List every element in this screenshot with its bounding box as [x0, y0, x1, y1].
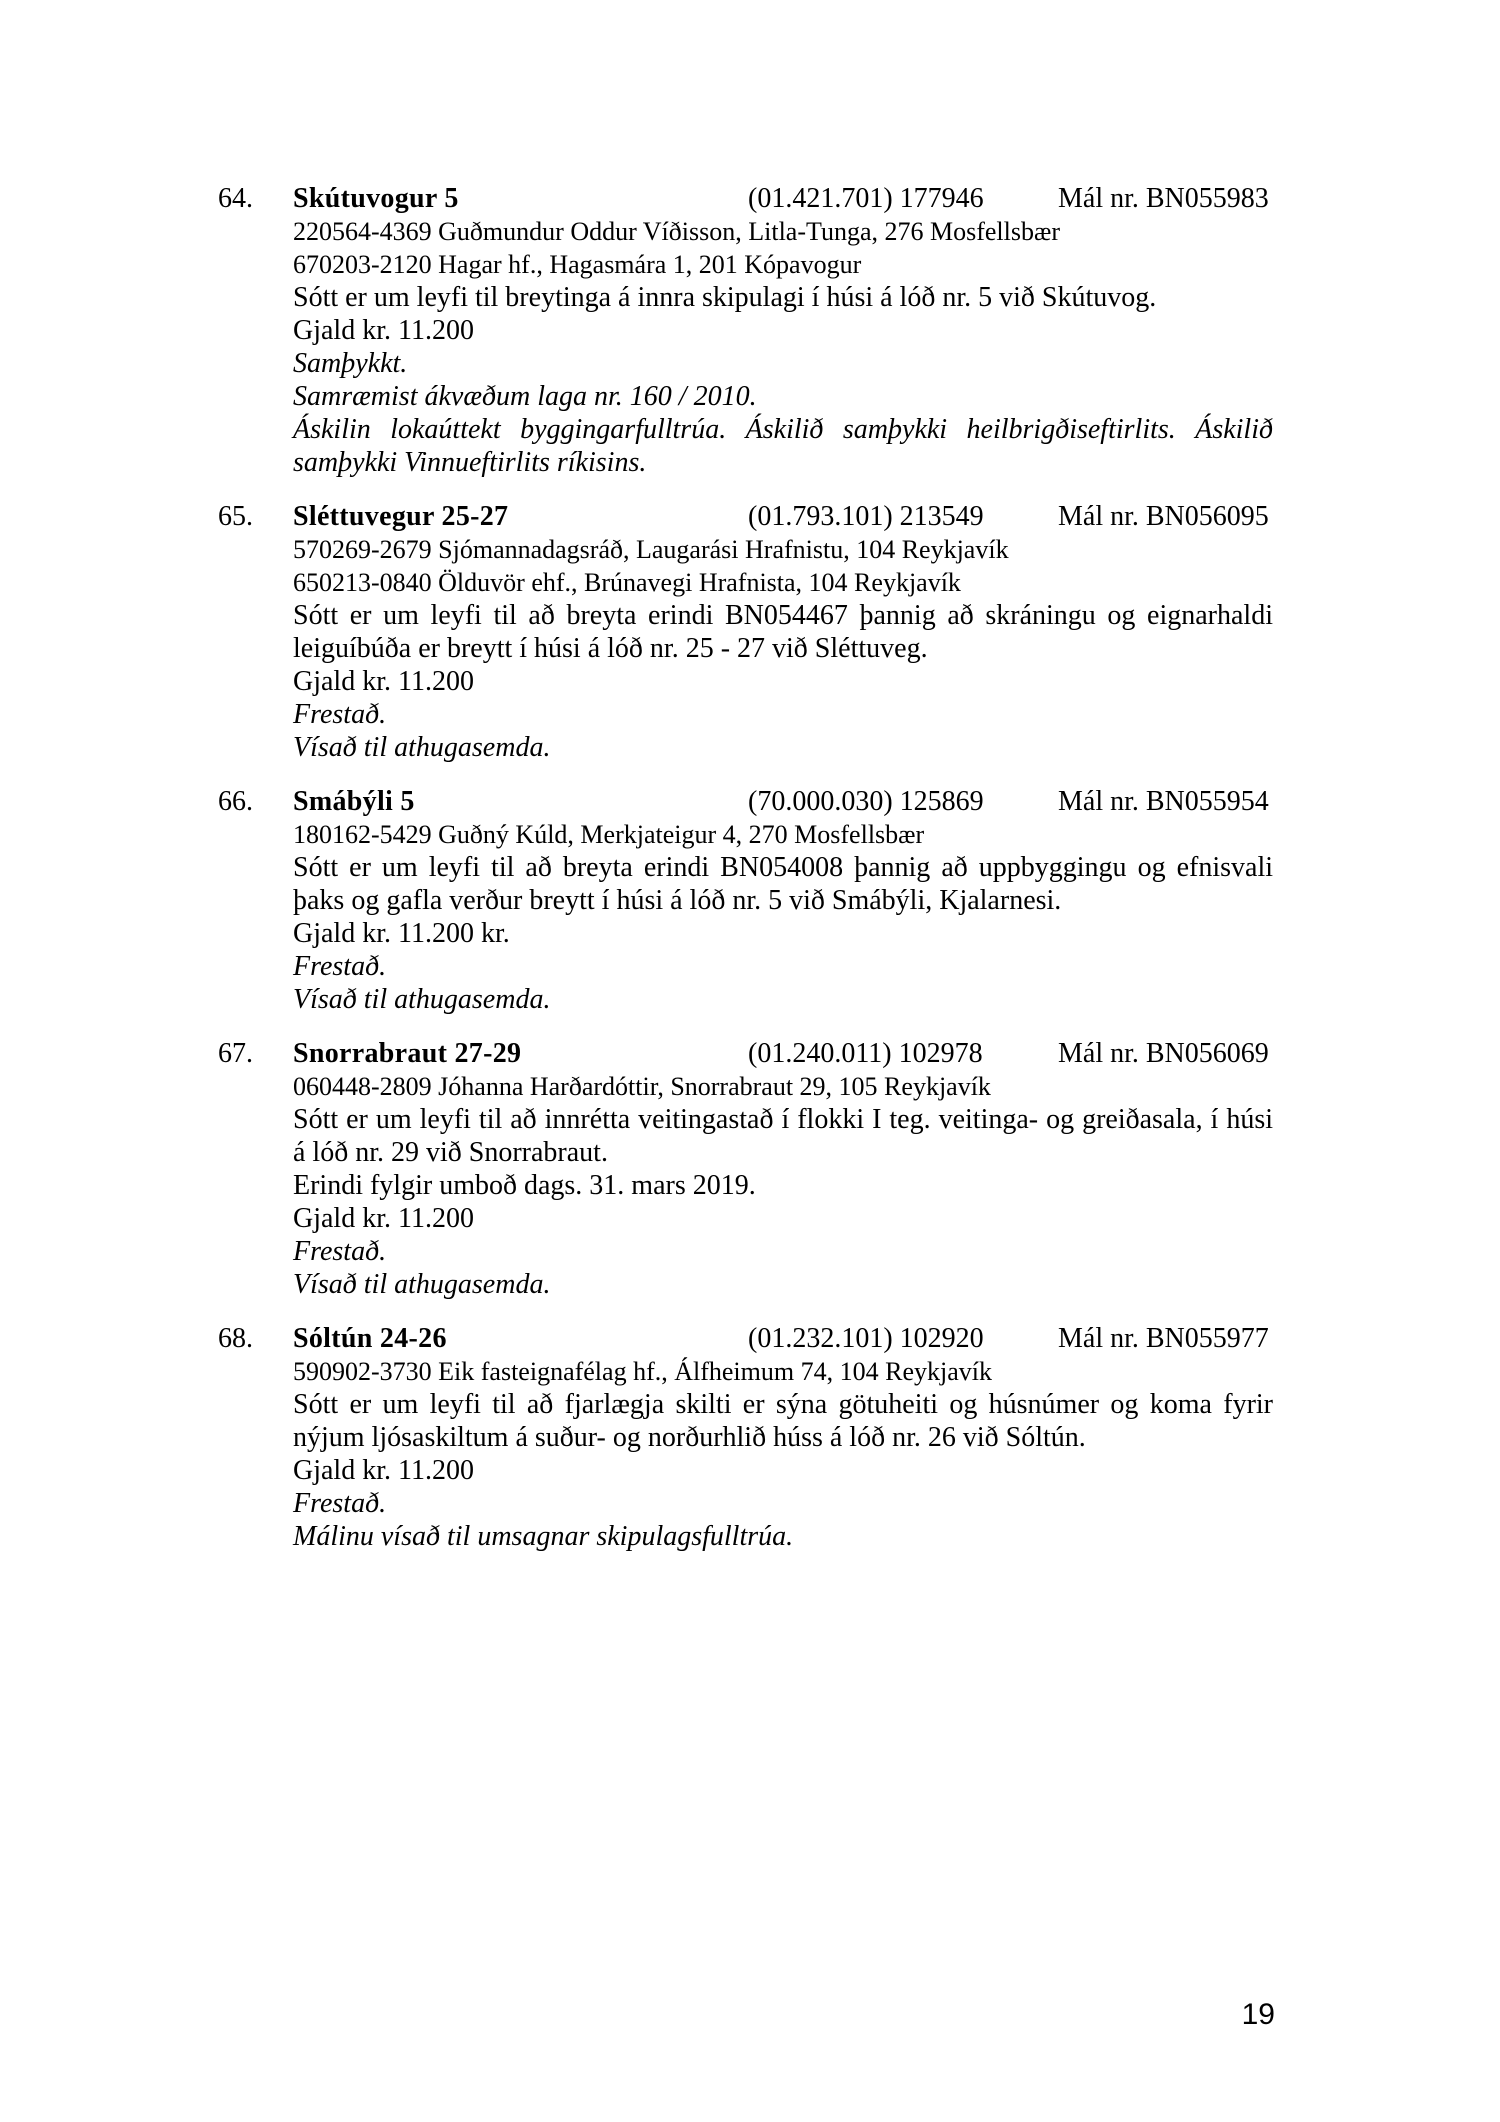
- item-reference: (70.000.030) 125869: [748, 786, 984, 817]
- paragraph: Frestað.: [293, 699, 387, 730]
- case-item: [218, 785, 1273, 1016]
- address-lines: [293, 215, 1273, 281]
- item-title: Sóltún 24-26: [293, 1323, 447, 1354]
- paragraph: Gjald kr. 11.200: [293, 1203, 474, 1234]
- paragraph: Sótt er um leyfi til breytinga á innra skipulagi í húsi á lóð nr. 5 við Skútuvog.: [293, 282, 1157, 313]
- paragraph: Erindi fylgir umboð dags. 31. mars 2019.: [293, 1170, 756, 1201]
- paragraph: Gjald kr. 11.200: [293, 315, 474, 346]
- case-item: [218, 1037, 1273, 1301]
- case-item-heading: [218, 1322, 1273, 1355]
- paragraph: Sótt er um leyfi til að breyta erindi BN054467 þannig að skráningu og eignarhaldi leiguíbúða er breytt í húsi á lóð nr. 25 - 27 við Sléttuveg.: [293, 600, 1273, 664]
- paragraph: Samræmist ákvæðum laga nr. 160 / 2010.: [293, 381, 757, 412]
- paragraphs: [293, 281, 1273, 479]
- paragraph: Sótt er um leyfi til að fjarlægja skilti er sýna götuheiti og húsnúmer og koma fyrir nýjum ljósaskiltum á suður- og norðurhlið húss á lóð nr. 26 við Sóltún.: [293, 1389, 1273, 1453]
- page-number: 19: [1241, 1998, 1275, 2031]
- paragraphs: [293, 851, 1273, 1016]
- paragraph: Frestað.: [293, 951, 387, 982]
- address-lines: [293, 1070, 1273, 1103]
- address-lines: [293, 818, 1273, 851]
- item-number: 66.: [218, 786, 253, 817]
- item-reference: (01.232.101) 102920: [748, 1323, 984, 1354]
- case-item-heading: [218, 182, 1273, 215]
- address-line: 590902-3730 Eik fasteignafélag hf., Álfheimum 74, 104 Reykjavík: [293, 1357, 992, 1386]
- item-reference: (01.793.101) 213549: [748, 501, 984, 532]
- paragraph: Gjald kr. 11.200: [293, 666, 474, 697]
- paragraph: Vísað til athugasemda.: [293, 732, 551, 763]
- item-title: Sléttuvegur 25-27: [293, 501, 509, 532]
- item-case-number: Mál nr. BN055977: [1058, 1323, 1269, 1354]
- address-line: 570269-2679 Sjómannadagsráð, Laugarási Hrafnistu, 104 Reykjavík: [293, 535, 1009, 564]
- paragraph: Frestað.: [293, 1236, 387, 1267]
- case-item-heading: [218, 1037, 1273, 1070]
- paragraphs: [293, 599, 1273, 764]
- case-item: [218, 1322, 1273, 1553]
- paragraph: Áskilin lokaúttekt byggingarfulltrúa. Áskilið samþykki heilbrigðiseftirlits. Áskilið samþykki Vinnueftirlits ríkisins.: [293, 414, 1273, 478]
- paragraph: Vísað til athugasemda.: [293, 1269, 551, 1300]
- case-item: [218, 182, 1273, 479]
- address-line: 060448-2809 Jóhanna Harðardóttir, Snorrabraut 29, 105 Reykjavík: [293, 1072, 991, 1101]
- paragraphs: [293, 1103, 1273, 1301]
- item-number: 68.: [218, 1323, 253, 1354]
- address-line: 180162-5429 Guðný Kúld, Merkjateigur 4, 270 Mosfellsbær: [293, 820, 925, 849]
- item-number: 64.: [218, 183, 253, 214]
- item-number: 67.: [218, 1038, 253, 1069]
- items-list: [218, 182, 1273, 1574]
- item-title: Smábýli 5: [293, 786, 415, 817]
- case-item-heading: [218, 785, 1273, 818]
- paragraph: Frestað.: [293, 1488, 387, 1519]
- paragraphs: [293, 1388, 1273, 1553]
- address-line: 650213-0840 Ölduvör ehf., Brúnavegi Hrafnista, 104 Reykjavík: [293, 568, 961, 597]
- address-lines: [293, 533, 1273, 599]
- paragraph: Vísað til athugasemda.: [293, 984, 551, 1015]
- item-reference: (01.421.701) 177946: [748, 183, 984, 214]
- item-case-number: Mál nr. BN056095: [1058, 501, 1269, 532]
- item-case-number: Mál nr. BN055983: [1058, 183, 1269, 214]
- paragraph: Málinu vísað til umsagnar skipulagsfulltrúa.: [293, 1521, 794, 1552]
- paragraph: Sótt er um leyfi til að breyta erindi BN054008 þannig að uppbyggingu og efnisvali þaks og gafla verður breytt í húsi á lóð nr. 5 við Smábýli, Kjalarnesi.: [293, 852, 1273, 916]
- item-case-number: Mál nr. BN056069: [1058, 1038, 1269, 1069]
- item-title: Snorrabraut 27-29: [293, 1038, 522, 1069]
- address-line: 670203-2120 Hagar hf., Hagasmára 1, 201 Kópavogur: [293, 250, 862, 279]
- paragraph: Gjald kr. 11.200 kr.: [293, 918, 510, 949]
- paragraph: Gjald kr. 11.200: [293, 1455, 474, 1486]
- item-case-number: Mál nr. BN055954: [1058, 786, 1269, 817]
- paragraph: Samþykkt.: [293, 348, 408, 379]
- paragraph: Sótt er um leyfi til að innrétta veitingastað í flokki I teg. veitinga- og greiðasala, í húsi á lóð nr. 29 við Snorrabraut.: [293, 1104, 1273, 1168]
- address-lines: [293, 1355, 1273, 1388]
- case-item: [218, 500, 1273, 764]
- address-line: 220564-4369 Guðmundur Oddur Víðisson, Litla-Tunga, 276 Mosfellsbær: [293, 217, 1060, 246]
- case-item-heading: [218, 500, 1273, 533]
- item-title: Skútuvogur 5: [293, 183, 459, 214]
- item-reference: (01.240.011) 102978: [748, 1038, 983, 1069]
- item-number: 65.: [218, 501, 253, 532]
